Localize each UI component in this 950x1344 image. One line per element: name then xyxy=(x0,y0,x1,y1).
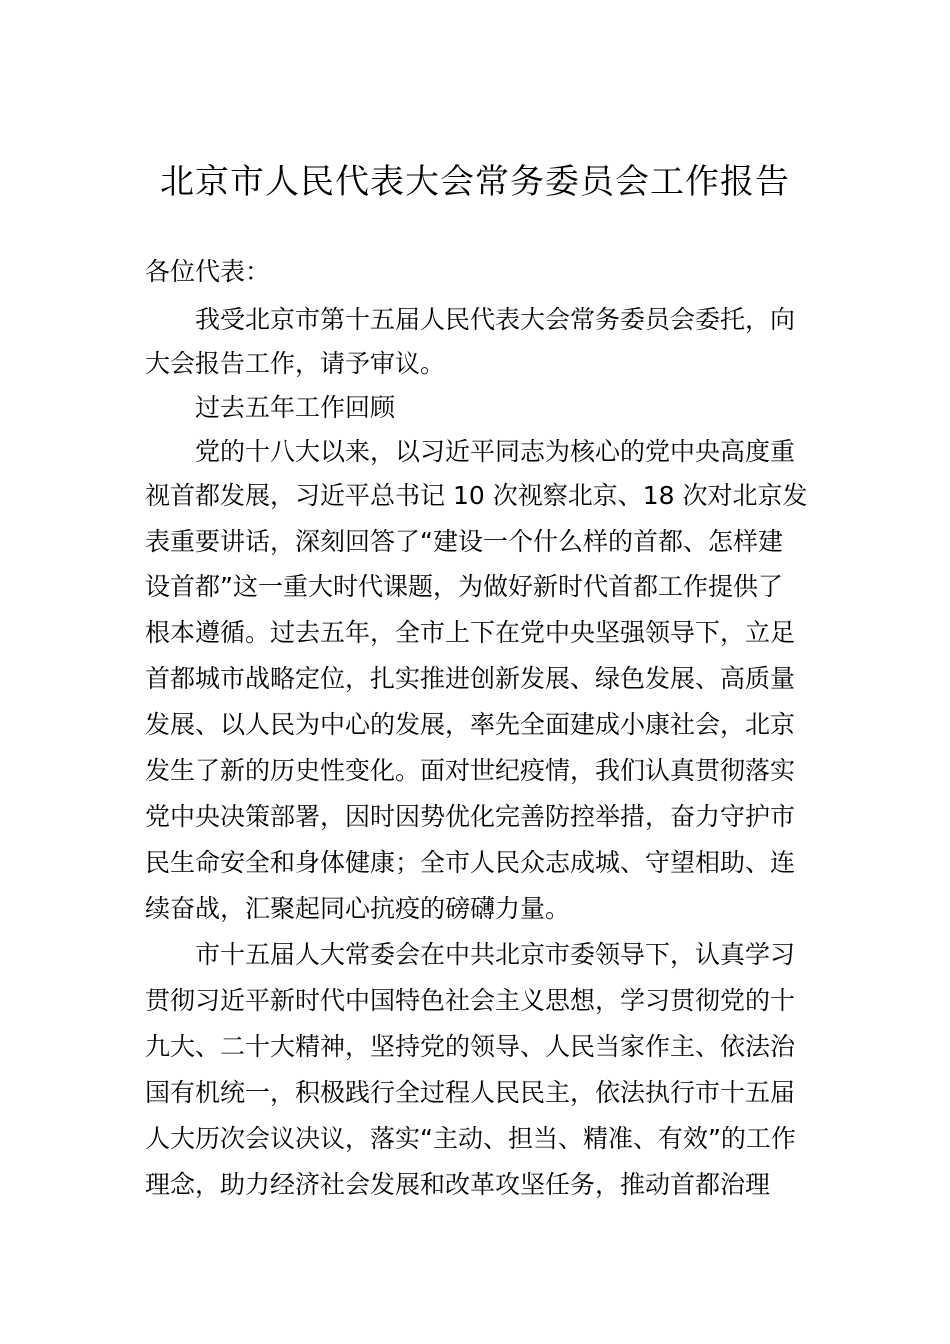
paragraph-line: 大会报告工作，请予审议。 xyxy=(145,349,446,378)
paragraph-line: 人大历次会议决议，落实“主动、担当、精准、有效”的工作 xyxy=(145,1124,796,1153)
paragraph-line: 市十五届人大常委会在中共北京市委领导下，认真学习 xyxy=(195,940,796,969)
document-title: 北京市人民代表大会常务委员会工作报告 xyxy=(160,162,790,202)
paragraph-line: 表重要讲话，深刻回答了“建设一个什么样的首都、怎样建 xyxy=(145,527,783,556)
paragraph-line: 党中央决策部署，因时因势优化完善防控举措，奋力守护市 xyxy=(145,802,796,831)
salutation: 各位代表： xyxy=(145,257,271,286)
paragraph-line: 设首都”这一重大时代课题，为做好新时代首都工作提供了 xyxy=(145,572,783,601)
paragraph-line: 党的十八大以来，以习近平同志为核心的党中央高度重 xyxy=(195,437,796,466)
paragraph-line: 视首都发展，习近平总书记 10 次视察北京、18 次对北京发 xyxy=(145,481,808,510)
paragraph-line: 九大、二十大精神，坚持党的领导、人民当家作主、依法治 xyxy=(145,1032,796,1061)
paragraph-line: 发生了新的历史性变化。面对世纪疫情，我们认真贯彻落实 xyxy=(145,756,796,785)
paragraph-line: 理念，助力经济社会发展和改革攻坚任务，推动首都治理 xyxy=(145,1170,771,1199)
paragraph-line: 贯彻习近平新时代中国特色社会主义思想，学习贯彻党的十 xyxy=(145,986,796,1015)
paragraph-line: 续奋战，汇聚起同心抗疫的磅礴力量。 xyxy=(145,894,571,923)
paragraph-line: 我受北京市第十五届人民代表大会常务委员会委托，向 xyxy=(195,305,796,334)
paragraph-line: 首都城市战略定位，扎实推进创新发展、绿色发展、高质量 xyxy=(145,664,796,693)
paragraph-line: 民生命安全和身体健康；全市人民众志成城、守望相助、连 xyxy=(145,848,796,877)
section-heading: 过去五年工作回顾 xyxy=(195,393,396,422)
paragraph-line: 根本遵循。过去五年，全市上下在党中央坚强领导下，立足 xyxy=(145,618,796,647)
paragraph-line: 国有机统一，积极践行全过程人民民主，依法执行市十五届 xyxy=(145,1078,796,1107)
paragraph-line: 发展、以人民为中心的发展，率先全面建成小康社会，北京 xyxy=(145,710,796,739)
